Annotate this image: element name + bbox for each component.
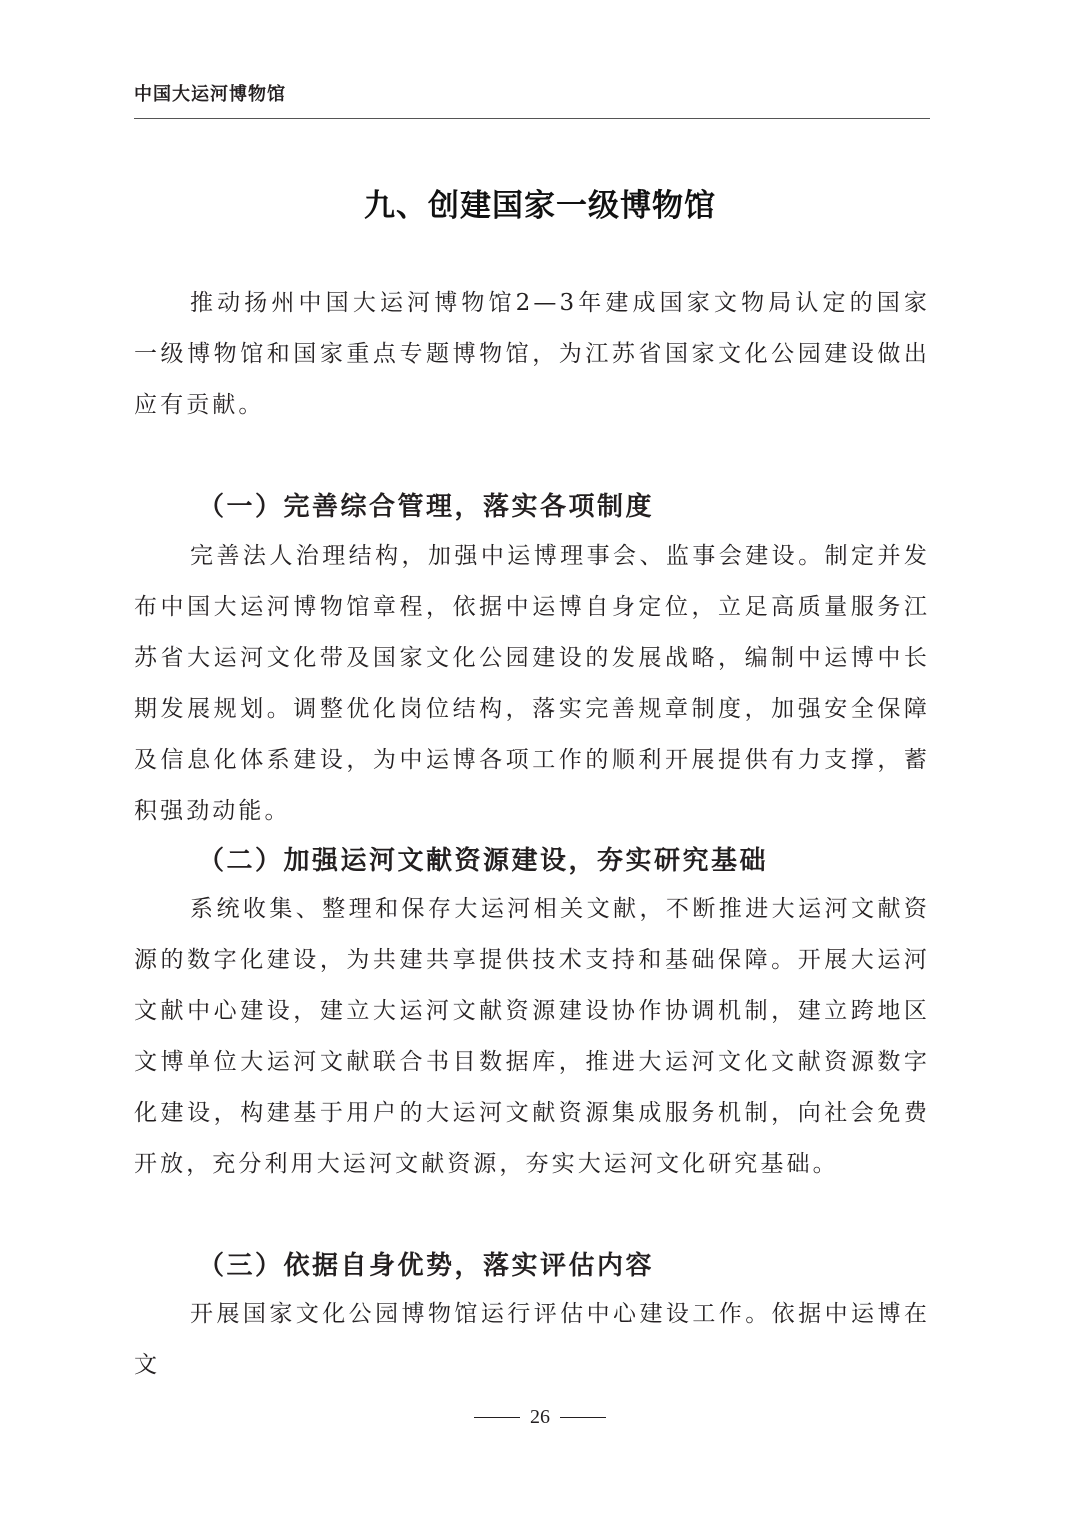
header-rule xyxy=(134,118,930,119)
footer-rule-left xyxy=(474,1417,520,1418)
section-heading-1: （一）完善综合管理，落实各项制度 xyxy=(198,492,655,522)
intro-paragraph: 推动扬州中国大运河博物馆2—3年建成国家文物局认定的国家一级博物馆和国家重点专题博物馆，为江苏省国家文化公园建设做出应有贡献。 xyxy=(134,290,930,418)
section-body-1: 完善法人治理结构，加强中运博理事会、监事会建设。制定并发布中国大运河博物馆章程，依据中运博自身定位，立足高质量服务江苏省大运河文化带及国家文化公园建设的发展战略，编制中运博中长期发展规划。调整优化岗位结构，落实完善规章制度，加强安全保障及信息化体系建设，为中运博各项工作的顺利开展提供有力支撑，蓄积强劲动能。 xyxy=(134,543,930,824)
footer-rule-right xyxy=(560,1417,606,1418)
running-header: 中国大运河博物馆 xyxy=(134,84,286,105)
section-body-2: 系统收集、整理和保存大运河相关文献，不断推进大运河文献资源的数字化建设，为共建共享提供技术支持和基础保障。开展大运河文献中心建设，建立大运河文献资源建设协作协调机制，建立跨地区文博单位大运河文献联合书目数据库，推进大运河文化文献资源数字化建设，构建基于用户的大运河文献资源集成服务机制，向社会免费开放，充分利用大运河文献资源，夯实大运河文化研究基础。 xyxy=(134,896,930,1177)
section-heading-3: （三）依据自身优势，落实评估内容 xyxy=(198,1251,655,1281)
chapter-title: 九、创建国家一级博物馆 xyxy=(364,188,716,224)
section-body-3: 开展国家文化公园博物馆运行评估中心建设工作。依据中运博在文 xyxy=(134,1301,930,1378)
page-footer xyxy=(0,1406,1080,1429)
page-number: 26 xyxy=(530,1406,550,1428)
section-heading-2: （二）加强运河文献资源建设，夯实研究基础 xyxy=(198,846,769,876)
